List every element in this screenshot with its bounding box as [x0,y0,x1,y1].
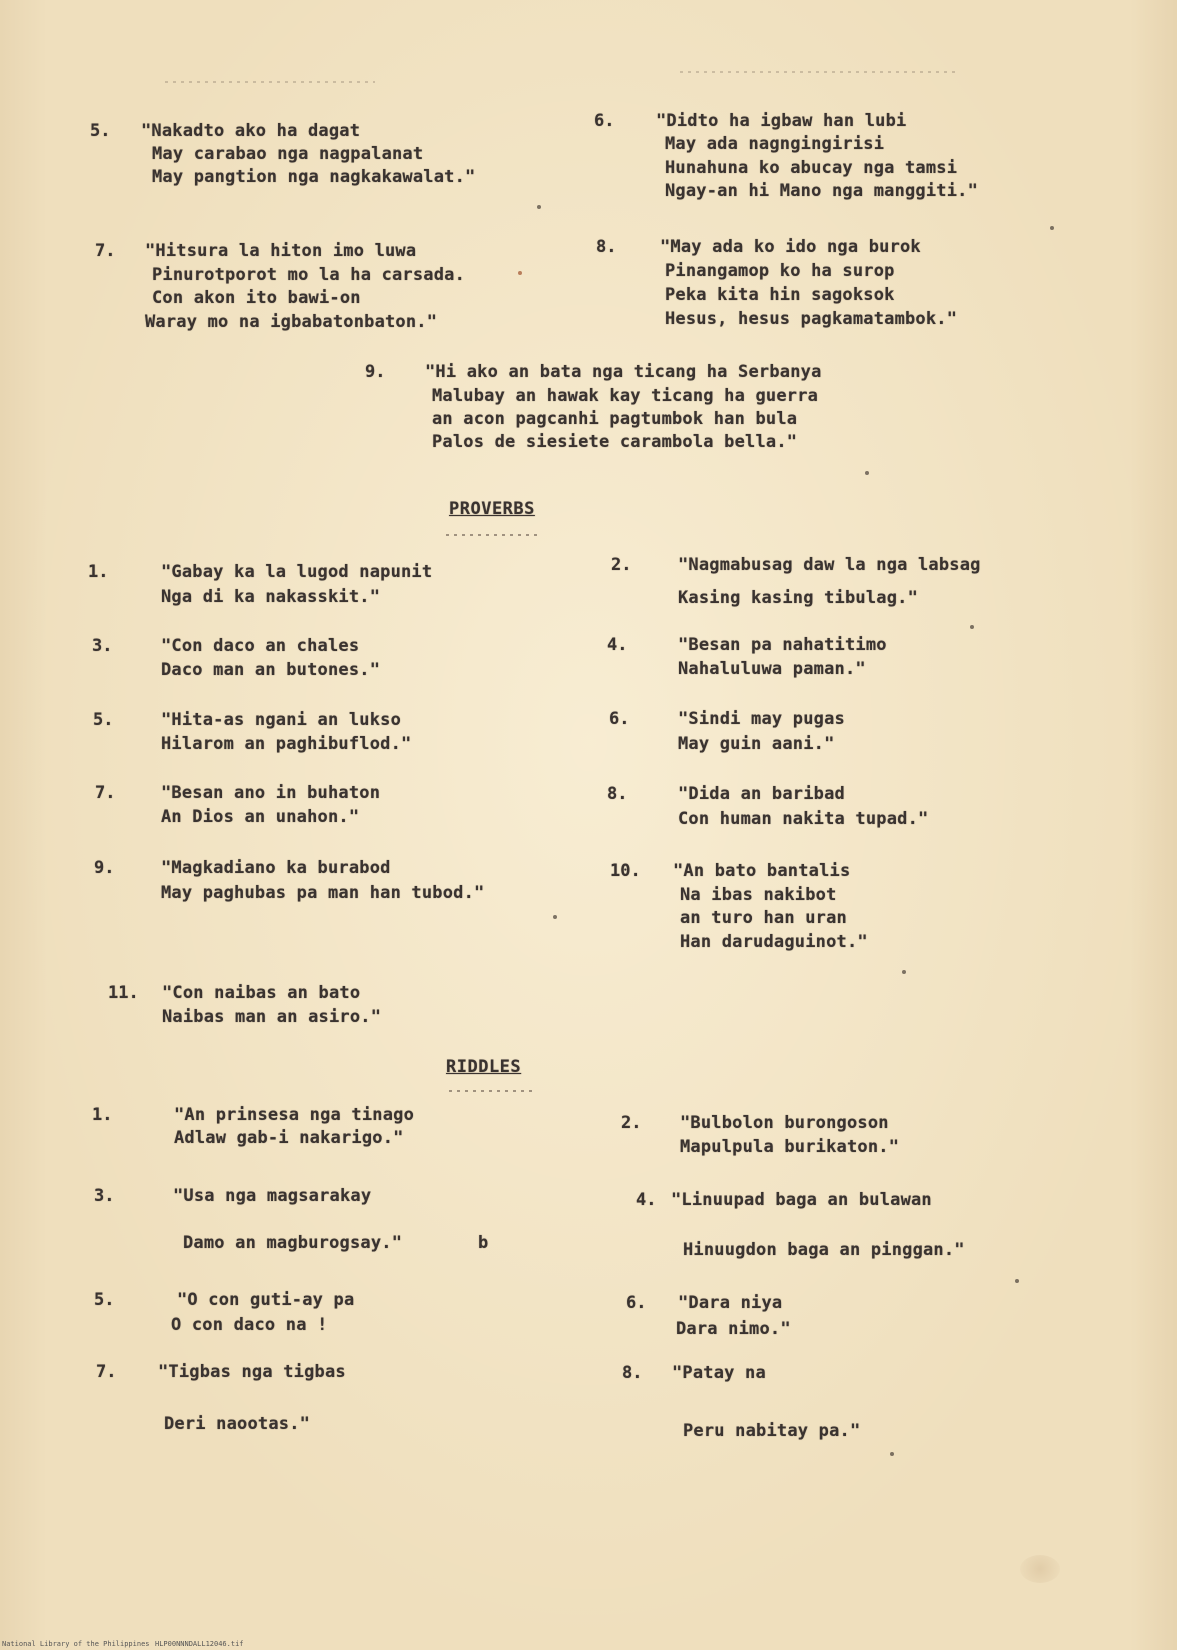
riddle-number: 8. [622,1363,643,1383]
proverb-line: Na ibas nakibot [680,885,837,905]
proverb-line: An Dios an unahon." [161,807,360,827]
verse-line: Palos de siesiete carambola bella." [432,432,798,452]
proverb-line: "Besan pa nahatitimo [678,635,887,655]
riddle-line: "Usa nga magsarakay [173,1186,372,1206]
riddle-line: "Tigbas nga tigbas [158,1362,346,1382]
verse-line: Hunahuna ko abucay nga tamsi [665,158,958,178]
proverb-number: 8. [607,784,628,804]
verse-line: Hesus, hesus pagkamatambok." [665,309,958,329]
proverb-line: Hilarom an paghibuflod." [161,734,412,754]
proverb-line: "Nagmabusag daw la nga labsag [678,555,981,575]
riddle-number: 3. [94,1186,115,1206]
verse-line: "May ada ko ido nga burok [660,237,921,257]
proverbs-heading: PROVERBS [449,499,535,519]
proverb-number: 2. [611,555,632,575]
verse-line: "Didto ha igbaw han lubi [656,111,907,131]
verse-number: 8. [596,237,617,257]
proverb-line: Con human nakita tupad." [678,809,929,829]
ink-dot [970,625,974,629]
proverb-number: 11. [108,983,139,1003]
verse-number: 7. [95,241,116,261]
proverb-number: 10. [610,861,641,881]
proverb-line: "Magkadiano ka burabod [161,858,391,878]
riddle-line: "Dara niya [678,1293,783,1313]
riddle-line: Mapulpula burikaton." [680,1137,900,1157]
proverb-line: "Sindi may pugas [678,709,845,729]
riddle-line: O con daco na ! [171,1315,328,1335]
footer-file: HLP00NNNDALL12046.tif [155,1640,244,1648]
proverb-number: 3. [92,636,113,656]
proverb-line: "Dida an baribad [678,784,845,804]
riddle-line: "O con guti-ay pa [177,1290,355,1310]
ink-dot [553,915,557,919]
verse-line: Con akon ito bawi-on [152,288,361,308]
ink-dot [902,970,906,974]
proverb-number: 7. [95,783,116,803]
verse-line: Ngay-an hi Mano nga manggiti." [665,181,979,201]
heading-dotted-rule [449,1090,533,1092]
ink-dot [1015,1279,1019,1283]
riddle-line: Deri naootas." [164,1414,311,1434]
verse-line: May pangtion nga nagkakawalat." [152,167,476,187]
proverb-number: 5. [93,710,114,730]
proverb-number: 1. [88,562,109,582]
proverb-line: Han darudaguinot." [680,932,868,952]
riddle-line: Dara nimo." [676,1319,791,1339]
verse-line: Waray mo na igbabatonbaton." [145,312,438,332]
verse-number: 9. [365,362,386,382]
header-smudge-left [165,81,375,83]
ink-dot [518,271,522,275]
proverb-line: an turo han uran [680,908,847,928]
verse-line: "Nakadto ako ha dagat [141,121,361,141]
riddle-line: "Bulbolon burongoson [680,1113,889,1133]
riddle-number: 2. [621,1113,642,1133]
proverb-number: 4. [607,635,628,655]
riddle-line: Damo an magburogsay." [183,1233,403,1253]
heading-dotted-rule [446,534,540,536]
riddle-number: 5. [94,1290,115,1310]
verse-line: Peka kita hin sagoksok [665,285,895,305]
ink-dot [890,1452,894,1456]
proverb-line: "Gabay ka la lugod napunit [161,562,433,582]
ink-dot [537,205,541,209]
footer-library: National Library of the Philippines [2,1640,150,1648]
riddle-line: Peru nabitay pa." [683,1421,861,1441]
riddle-line: "Patay na [672,1363,766,1383]
riddles-heading: RIDDLES [446,1057,522,1077]
proverb-line: "An bato bantalis [673,861,851,881]
ink-dot [865,471,869,475]
proverb-line: Naibas man an asiro." [162,1007,382,1027]
ink-dot [1050,226,1054,230]
riddle-line: "Linuupad baga an bulawan [671,1190,932,1210]
proverb-line: "Hita-as ngani an lukso [161,710,402,730]
header-smudge-right [680,71,960,73]
verse-line: May carabao nga nagpalanat [152,144,424,164]
riddle-line: "An prinsesa nga tinago [174,1105,415,1125]
riddle-number: 4. [636,1190,657,1210]
proverb-line: "Besan ano in buhaton [161,783,381,803]
riddle-line: Hinuugdon baga an pinggan." [683,1240,965,1260]
proverb-line: Daco man an butones." [161,660,381,680]
proverb-number: 9. [94,858,115,878]
riddle-number: 7. [96,1362,117,1382]
paper-stain [1020,1555,1060,1583]
proverb-line: Kasing kasing tibulag." [678,588,919,608]
proverb-line: "Con naibas an bato [162,983,361,1003]
verse-line: Pinurotporot mo la ha carsada. [152,265,466,285]
verse-line: an acon pagcanhi pagtumbok han bula [432,409,798,429]
verse-line: May ada nagngingirisi [665,134,885,154]
verse-line: "Hitsura la hiton imo luwa [145,241,417,261]
proverb-line: Nahaluluwa paman." [678,659,866,679]
verse-line: Pinangamop ko ha surop [665,261,895,281]
proverb-number: 6. [609,709,630,729]
proverb-line: "Con daco an chales [161,636,360,656]
verse-line: Malubay an hawak kay ticang ha guerra [432,386,819,406]
proverb-line: May guin aani." [678,734,835,754]
verse-number: 5. [90,121,111,141]
proverb-line: Nga di ka nakasskit." [161,587,381,607]
riddle-line: Adlaw gab-i nakarigo." [174,1128,404,1148]
proverb-line: May paghubas pa man han tubod." [161,883,485,903]
verse-line: "Hi ako an bata nga ticang ha Serbanya [425,362,822,382]
riddle-number: 1. [92,1105,113,1125]
verse-number: 6. [594,111,615,131]
riddle-number: 6. [626,1293,647,1313]
stray-mark: b [478,1233,489,1253]
